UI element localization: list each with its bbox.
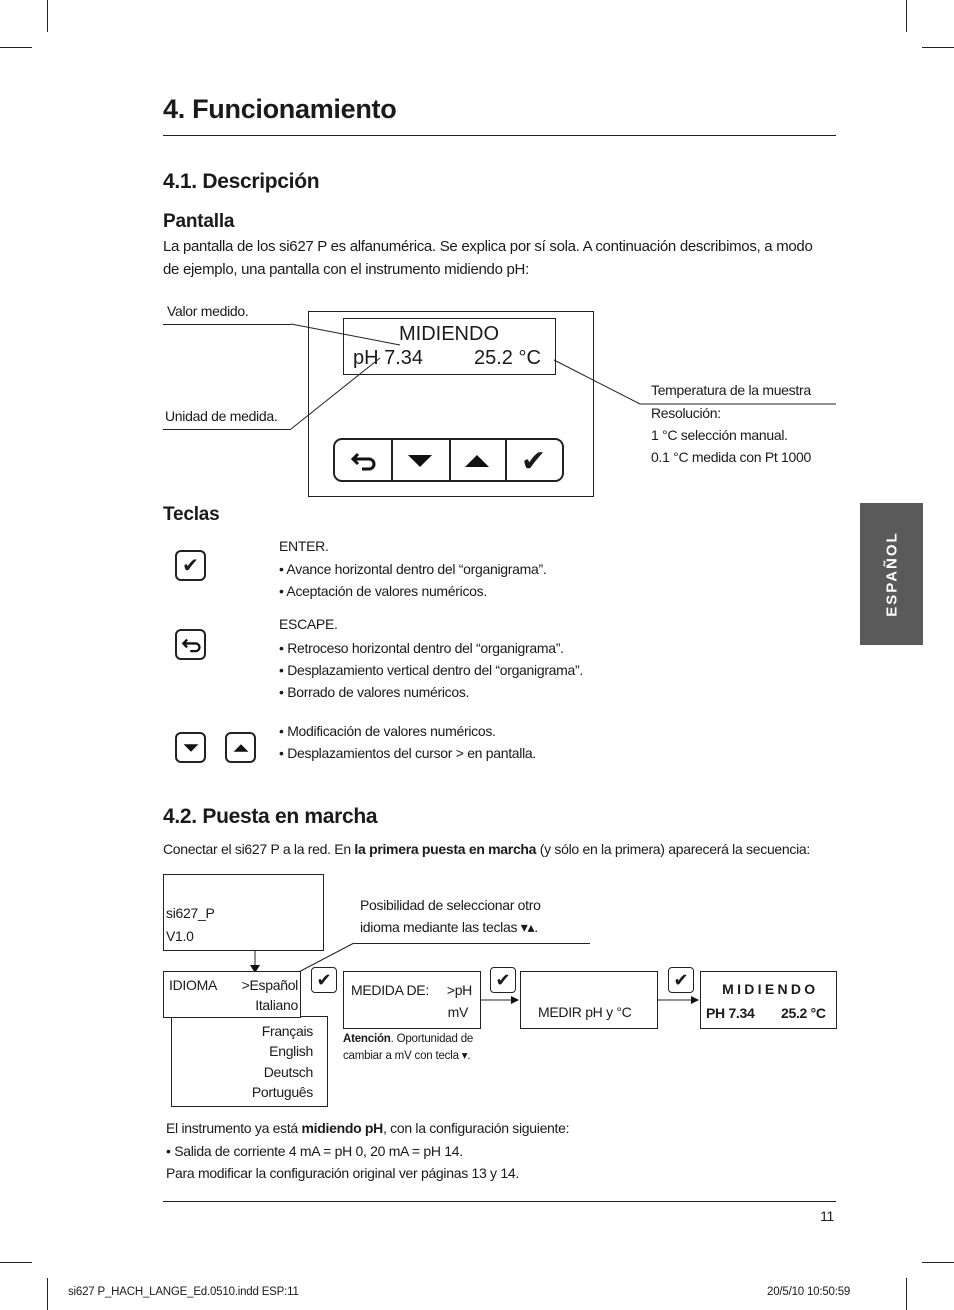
callout-unidad: Unidad de medida. bbox=[165, 408, 278, 424]
idioma-option: Italiano bbox=[255, 997, 298, 1013]
enter-step-icon bbox=[668, 967, 694, 993]
callout-valor-medido: Valor medido. bbox=[167, 303, 249, 319]
heading-pantalla: Pantalla bbox=[163, 211, 235, 232]
idioma-option: Français bbox=[261, 1023, 313, 1039]
callout-temp-1: Temperatura de la muestra bbox=[651, 382, 811, 398]
footer-line-2: • Salida de corriente 4 mA = pH 0, 20 mA = pH 14. bbox=[166, 1143, 463, 1159]
medida-option: mV bbox=[447, 1004, 468, 1020]
check-icon: ✔ bbox=[182, 555, 199, 577]
enter-item: • Avance horizontal dentro del “organigrama”. bbox=[279, 561, 547, 577]
final-ph: PH 7.34 bbox=[706, 1005, 755, 1021]
callout-temp-3: 1 °C selección manual. bbox=[651, 427, 788, 443]
arrows-item: • Desplazamientos del cursor > en pantalla. bbox=[279, 745, 536, 761]
heading-teclas: Teclas bbox=[163, 504, 220, 525]
crop-mark bbox=[906, 1278, 907, 1310]
language-note-2: idioma mediante las teclas ▾▴. bbox=[360, 919, 538, 935]
check-icon: ✔ bbox=[316, 969, 332, 990]
medida-box bbox=[343, 971, 481, 1029]
version-line-1: si627_P bbox=[166, 905, 215, 921]
intro-line-2: de ejemplo, una pantalla con el instrumento midiendo pH: bbox=[163, 261, 529, 278]
version-line-2: V1.0 bbox=[166, 928, 194, 944]
slug-right: 20/5/10 10:50:59 bbox=[767, 1286, 851, 1298]
intro-bold: la primera puesta en marcha bbox=[354, 841, 537, 857]
idioma-label: IDIOMA bbox=[169, 977, 217, 993]
enter-item: • Aceptación de valores numéricos. bbox=[279, 583, 487, 599]
lcd-temp-value: 25.2 °C bbox=[474, 347, 541, 369]
lcd-ph-value: pH 7.34 bbox=[353, 347, 424, 369]
enter-step-icon bbox=[490, 967, 516, 993]
idioma-option: >Español bbox=[241, 977, 298, 993]
crop-mark bbox=[0, 1262, 32, 1263]
final-display-box bbox=[700, 971, 837, 1029]
chapter-title: 4. Funcionamiento bbox=[163, 94, 397, 124]
footer-bold: midiendo pH bbox=[301, 1120, 383, 1136]
atencion-rest: . Oportunidad de bbox=[390, 1033, 474, 1045]
lcd-line-1: MIDIENDO bbox=[399, 323, 499, 345]
idioma-option: Português bbox=[251, 1084, 313, 1100]
footer-part: El instrumento ya está bbox=[166, 1120, 302, 1136]
footer-line-1 bbox=[166, 1117, 569, 1139]
medir-text: MEDIR pH y °C bbox=[538, 1004, 632, 1020]
callout-temp-4: 0.1 °C medida con Pt 1000 bbox=[651, 449, 811, 465]
side-tab-label: ESPAÑOL bbox=[883, 531, 900, 617]
final-temp: 25.2 °C bbox=[781, 1005, 826, 1021]
check-icon: ✔ bbox=[520, 444, 547, 478]
atencion-bold: Atención bbox=[343, 1033, 391, 1045]
atencion-note-1 bbox=[343, 1031, 473, 1048]
check-icon: ✔ bbox=[495, 969, 511, 990]
slug-left: si627 P_HACH_LANGE_Ed.0510.indd ESP:11 bbox=[68, 1286, 299, 1298]
idioma-box bbox=[163, 971, 301, 1018]
intro-line-1: La pantalla de los si627 P es alfanumérica. Se explica por sí sola. A continuación describimos, a modo bbox=[163, 238, 813, 255]
footer-line-3: Para modificar la configuración original ver páginas 13 y 14. bbox=[166, 1165, 519, 1181]
escape-item: • Retroceso horizontal dentro del “organigrama”. bbox=[279, 640, 564, 656]
section-title-puesta-en-marcha: 4.2. Puesta en marcha bbox=[163, 805, 378, 828]
page-bottom-rule bbox=[163, 1201, 836, 1202]
escape-item: • Borrado de valores numéricos. bbox=[279, 684, 470, 700]
medida-label: MEDIDA DE: bbox=[351, 982, 429, 998]
atencion-note-2: cambiar a mV con tecla ▾. bbox=[343, 1050, 471, 1062]
escape-title: ESCAPE. bbox=[279, 616, 338, 632]
intro-part: Conectar el si627 P a la red. En bbox=[163, 841, 355, 857]
check-icon: ✔ bbox=[673, 969, 689, 990]
callout-temp-2: Resolución: bbox=[651, 405, 721, 421]
language-note-1: Posibilidad de seleccionar otro bbox=[360, 897, 541, 913]
idioma-option: Deutsch bbox=[263, 1064, 313, 1080]
final-line-1: M I D I E N D O bbox=[722, 981, 815, 997]
section-title-descripcion: 4.1. Descripción bbox=[163, 170, 320, 193]
intro-part: (y sólo en la primera) aparecerá la secuencia: bbox=[536, 841, 810, 857]
medida-option: >pH bbox=[446, 982, 472, 998]
idioma-option: English bbox=[269, 1043, 313, 1059]
page-number: 11 bbox=[820, 1208, 834, 1224]
enter-title: ENTER. bbox=[279, 538, 329, 554]
crop-mark bbox=[47, 1278, 48, 1310]
enter-step-icon bbox=[311, 967, 337, 993]
medir-box bbox=[520, 971, 658, 1029]
crop-mark bbox=[922, 1262, 954, 1263]
escape-item: • Desplazamiento vertical dentro del “organigrama”. bbox=[279, 662, 583, 678]
arrows-item: • Modificación de valores numéricos. bbox=[279, 723, 496, 739]
footer-part: , con la configuración siguiente: bbox=[382, 1120, 570, 1136]
